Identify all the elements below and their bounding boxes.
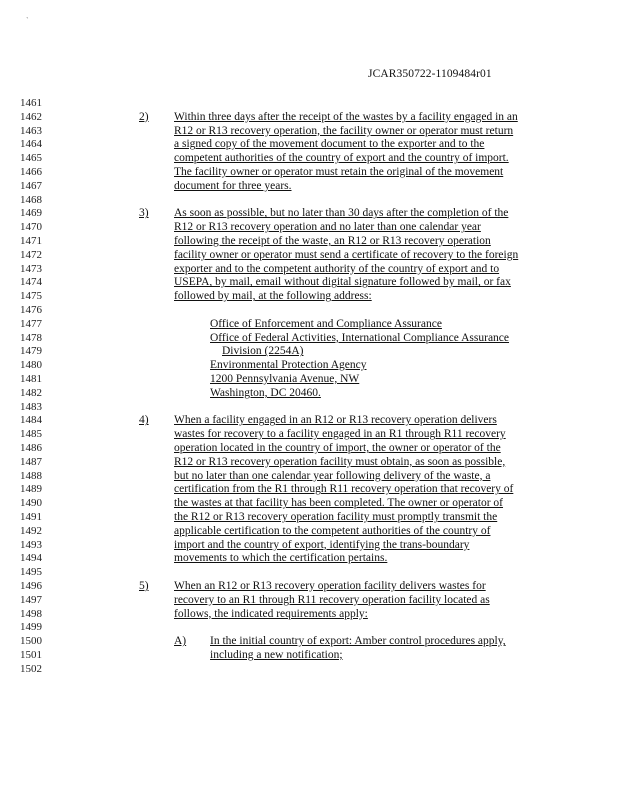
line-number: 1469 <box>20 207 42 220</box>
document-line <box>0 110 618 124</box>
line-number: 1473 <box>20 262 42 275</box>
document-line <box>0 482 618 496</box>
document-line <box>0 510 618 524</box>
document-line <box>0 193 618 207</box>
line-number: 1491 <box>20 511 42 523</box>
document-line <box>0 317 618 331</box>
item-label: 4) <box>139 414 149 427</box>
corner-mark: ` <box>26 16 29 25</box>
document-line <box>0 620 618 634</box>
document-line <box>0 427 618 441</box>
line-number: 1478 <box>20 331 42 344</box>
line-number: 1475 <box>20 290 42 303</box>
line-text: wastes for recovery to a facility engaged in an R1 through R11 recovery <box>174 428 506 441</box>
line-number: 1496 <box>20 580 42 592</box>
line-text: R12 or R13 recovery operation, the facility owner or operator must return <box>174 124 514 137</box>
line-number: 1489 <box>20 483 42 496</box>
line-number: 1462 <box>20 110 42 123</box>
line-text: document for three years. <box>174 179 292 192</box>
line-text: 1200 Pennsylvania Avenue, NW <box>210 373 360 385</box>
line-number: 1487 <box>20 455 42 468</box>
line-number: 1481 <box>20 373 42 385</box>
line-text: certification from the R1 through R11 recovery operation that recovery of <box>174 483 514 496</box>
line-number: 1501 <box>20 649 42 661</box>
line-text: The facility owner or operator must retain the original of the movement <box>174 166 504 178</box>
document-line <box>0 372 618 386</box>
document-line <box>0 344 618 358</box>
document-line <box>0 358 618 372</box>
line-text: the R12 or R13 recovery operation facility must promptly transmit the <box>174 511 498 523</box>
document-id: JCAR350722-1109484r01 <box>368 68 492 80</box>
line-text: recovery to an R1 through R11 recovery operation facility located as <box>174 593 490 606</box>
document-line <box>0 248 618 262</box>
document-line <box>0 496 618 510</box>
document-line <box>0 579 618 593</box>
document-line <box>0 441 618 455</box>
line-number: 1483 <box>20 400 42 413</box>
line-text: R12 or R13 recovery operation and no later than one calendar year <box>174 221 481 234</box>
line-number: 1502 <box>20 662 42 675</box>
line-text: a signed copy of the movement document to the exporter and to the <box>174 138 485 151</box>
line-number: 1486 <box>20 442 42 454</box>
line-number: 1488 <box>20 469 42 482</box>
document-line <box>0 165 618 179</box>
document-line <box>0 607 618 621</box>
document-line <box>0 275 618 289</box>
document-line <box>0 634 618 648</box>
document-line <box>0 469 618 483</box>
document-line <box>0 662 618 676</box>
line-number: 1467 <box>20 179 42 192</box>
line-text: R12 or R13 recovery operation facility must obtain, as soon as possible, <box>174 455 506 468</box>
document-line <box>0 289 618 303</box>
line-text: When an R12 or R13 recovery operation facility delivers wastes for <box>174 580 486 592</box>
line-number: 1476 <box>20 304 42 316</box>
line-number: 1468 <box>20 193 42 206</box>
document-line <box>0 124 618 138</box>
line-text: Environmental Protection Agency <box>210 359 367 372</box>
line-text: including a new notification; <box>210 649 343 661</box>
document-line <box>0 538 618 552</box>
line-number: 1480 <box>20 359 42 372</box>
line-number: 1472 <box>20 248 42 261</box>
line-text: Office of Enforcement and Compliance Assurance <box>210 317 442 330</box>
item-label: 5) <box>139 580 149 592</box>
line-number: 1482 <box>20 386 42 399</box>
document-line <box>0 234 618 248</box>
document-line <box>0 262 618 276</box>
line-text: import and the country of export, identifying the trans-boundary <box>174 538 470 551</box>
document-line <box>0 648 618 662</box>
line-text: Washington, DC 20460. <box>210 386 321 399</box>
line-text: followed by mail, at the following address: <box>174 290 372 303</box>
line-number: 1494 <box>20 552 42 565</box>
line-text: As soon as possible, but no later than 30 days after the completion of the <box>174 207 509 220</box>
line-text: Division (2254A) <box>222 345 304 358</box>
subitem-label: A) <box>174 635 187 648</box>
item-label: 2) <box>139 110 149 123</box>
line-text: operation located in the country of import, the owner or operator of the <box>174 442 501 454</box>
line-number: 1466 <box>20 166 42 178</box>
line-number: 1495 <box>20 566 42 579</box>
line-text: When a facility engaged in an R12 or R13 recovery operation delivers <box>174 414 497 427</box>
line-number: 1484 <box>20 414 42 427</box>
line-text: In the initial country of export: Amber control procedures apply, <box>210 635 506 648</box>
line-number: 1477 <box>20 317 42 330</box>
line-number: 1479 <box>20 345 42 358</box>
line-text: exporter and to the competent authority of the country of export and to <box>174 262 500 275</box>
line-number: 1498 <box>20 607 42 620</box>
document-line <box>0 206 618 220</box>
line-number: 1463 <box>20 124 42 137</box>
document-line <box>0 524 618 538</box>
line-number: 1500 <box>20 635 42 648</box>
line-text: but no later than one calendar year following delivery of the waste, a <box>174 469 491 482</box>
line-text: competent authorities of the country of export and the country of import. <box>174 152 509 165</box>
line-text: movements to which the certification pertains. <box>174 552 388 565</box>
line-text: USEPA, by mail, email without digital signature followed by mail, or fax <box>174 276 511 289</box>
line-number: 1485 <box>20 428 42 441</box>
line-text: following the receipt of the waste, an R12 or R13 recovery operation <box>174 235 491 247</box>
document-line <box>0 386 618 400</box>
line-number: 1492 <box>20 524 42 537</box>
line-number: 1497 <box>20 593 42 606</box>
item-label: 3) <box>139 207 149 220</box>
line-text: follows, the indicated requirements apply: <box>174 607 368 620</box>
document-line <box>0 151 618 165</box>
document-line <box>0 455 618 469</box>
line-number: 1461 <box>20 97 42 109</box>
document-line <box>0 220 618 234</box>
line-number: 1470 <box>20 221 42 234</box>
line-number: 1465 <box>20 152 42 165</box>
document-line <box>0 179 618 193</box>
line-number: 1493 <box>20 538 42 551</box>
document-line <box>0 96 618 110</box>
line-number: 1474 <box>20 276 42 289</box>
document-line <box>0 565 618 579</box>
line-number: 1499 <box>20 621 42 634</box>
line-number: 1490 <box>20 497 42 510</box>
document-line <box>0 137 618 151</box>
document-line <box>0 551 618 565</box>
line-number: 1471 <box>20 235 42 247</box>
line-text: Office of Federal Activities, International Compliance Assurance <box>210 331 510 344</box>
document-line <box>0 593 618 607</box>
document-line <box>0 303 618 317</box>
line-number: 1464 <box>20 138 42 151</box>
document-line <box>0 331 618 345</box>
document-line <box>0 413 618 427</box>
line-text: facility owner or operator must send a certificate of recovery to the foreign <box>174 248 519 261</box>
document-line <box>0 400 618 414</box>
line-text: Within three days after the receipt of the wastes by a facility engaged in an <box>174 110 518 123</box>
line-text: the wastes at that facility has been completed. The owner or operator of <box>174 497 504 510</box>
line-text: applicable certification to the competent authorities of the country of <box>174 524 491 537</box>
